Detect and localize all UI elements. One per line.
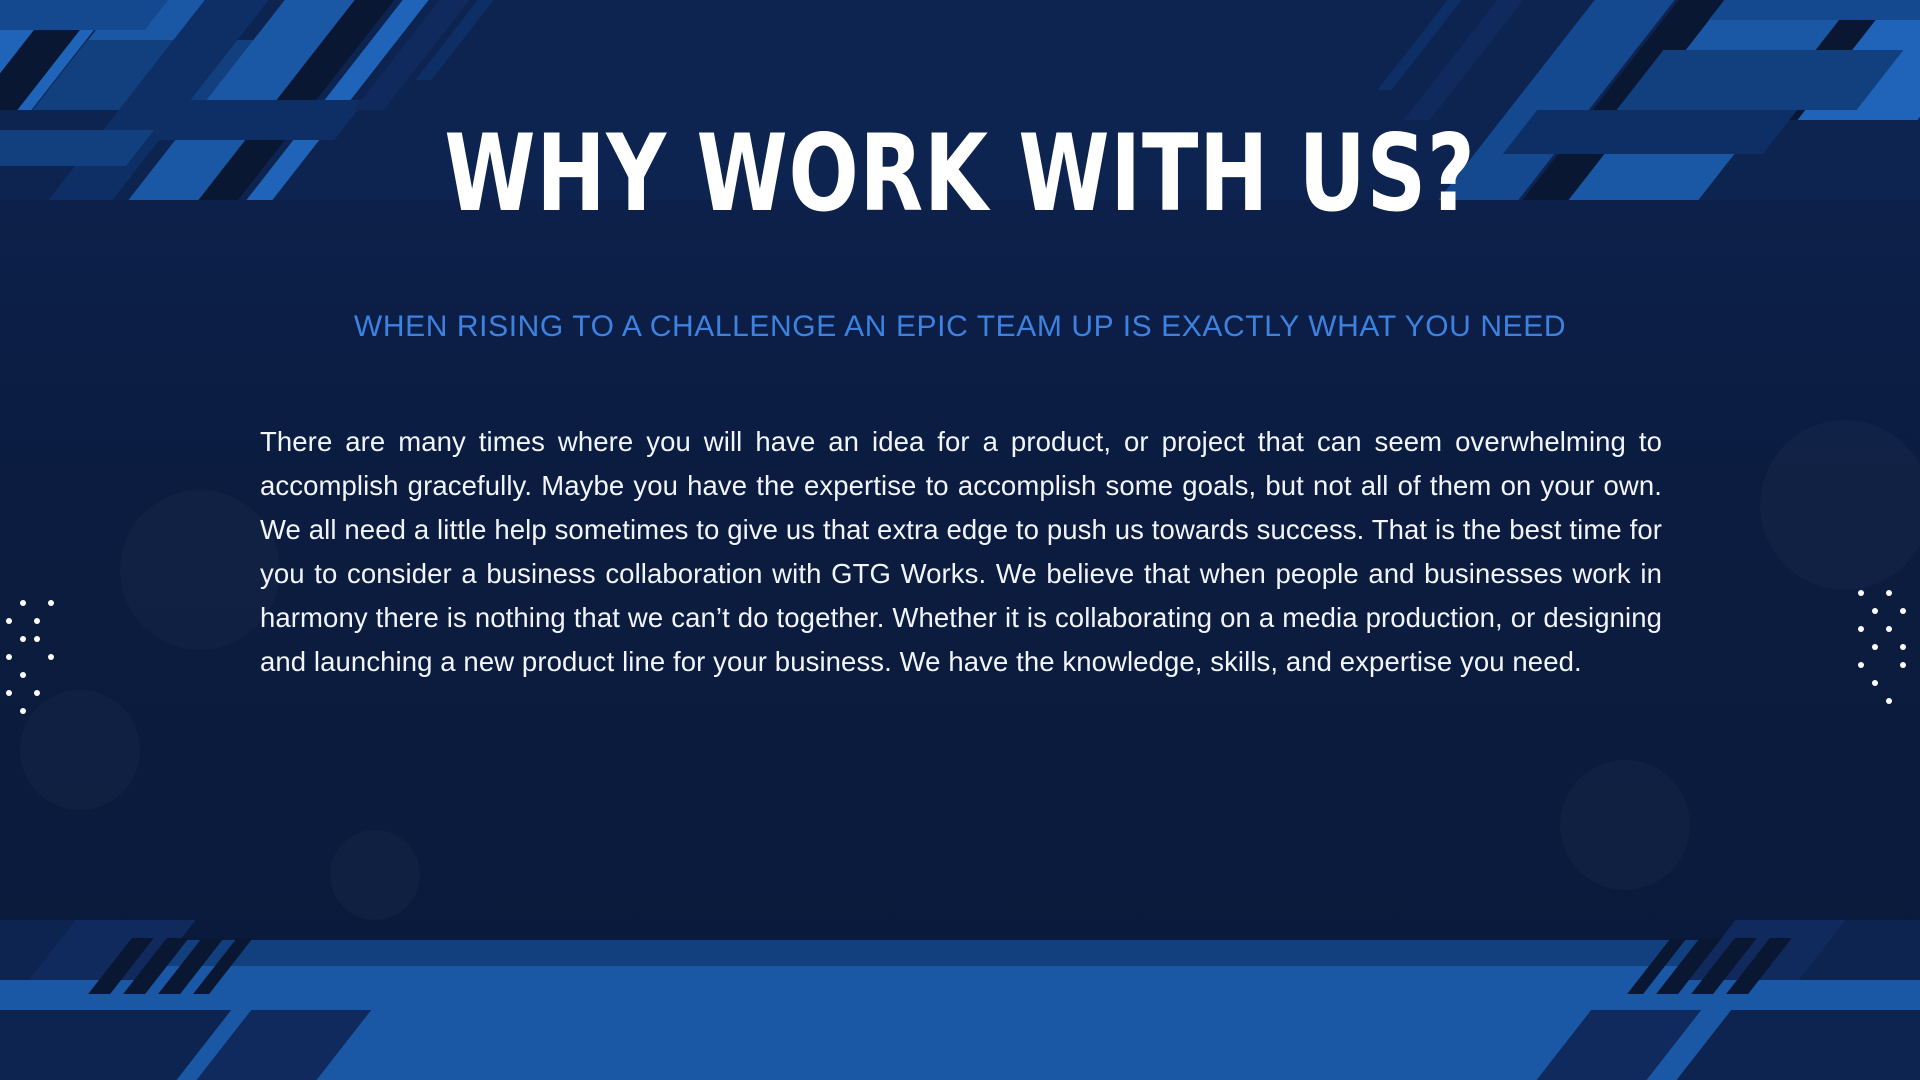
page-title: WHY WORK WITH US?	[444, 112, 1476, 235]
slide-body-paragraph: There are many times where you will have an idea for a product, or project that can seem overwhelming to accomplish gracefully. Maybe you have the expertise to accomplish some goals, but not all of them on your own. We all need a little help sometimes to give us that extra edge to push us towards success. That is the best time for you to consider a business collaboration with GTG Works. We believe that when people and businesses work in harmony there is nothing that we can’t do together. Whether it is collaborating on a media production, or designing and launching a new product line for your business. We have the knowledge, skills, and expertise you need.	[260, 426, 1662, 677]
slide-subtitle: WHEN RISING TO A CHALLENGE AN EPIC TEAM UP IS EXACTLY WHAT YOU NEED	[353, 310, 1567, 343]
